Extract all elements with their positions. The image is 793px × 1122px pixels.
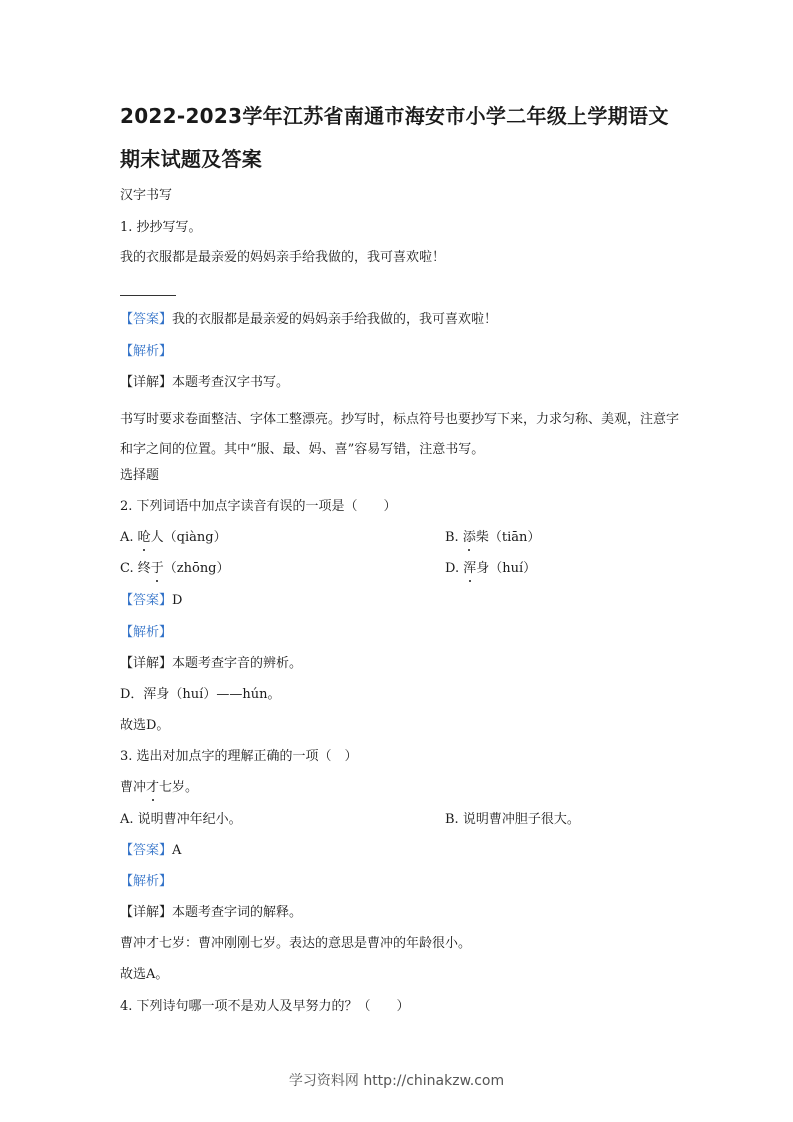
answer-tag: 【答案】 [120,843,173,858]
answer-blank-line [120,295,176,296]
option-a-rest: 人（qiàng） [150,530,227,545]
question-1-analysis-tag: 【解析】 [120,344,173,359]
dotted-char: 才 [146,780,160,795]
question-2-option-c [120,560,230,578]
section-heading-writing: 汉字书写 [120,188,173,203]
question-2-stem: 2. 下列词语中加点字读音有误的一项是（ ） [120,499,397,514]
question-3-stem: 3. 选出对加点字的理解正确的一项（ ） [120,749,358,764]
detail-text: 本题考查字音的辨析。 [172,656,303,671]
question-1-detail-body: 书写时要求卷面整洁、字体工整漂亮。抄写时，标点符号也要抄写下来，力求匀称、美观，注意字和字之间的位置。其中“服、最、妈、喜”容易写错，注意书写。 [120,412,680,457]
question-3-option-a: A. 说明曹冲年纪小。 [120,812,242,827]
page-footer: 学习资料网 http://chinakzw.com [288,1073,505,1089]
option-b-prefix: B. [445,530,463,545]
answer-tag: 【答案】 [120,312,173,327]
question-2-answer [120,592,182,610]
detail-text: 本题考查字词的解释。 [172,905,303,920]
question-2-conclusion: 故选D。 [120,718,170,733]
sentence-start: 曹冲 [120,780,147,795]
question-3-sentence [120,779,198,797]
question-2-explanation: D．浑身（huí）——hún。 [120,687,281,702]
question-2-option-d [445,560,536,578]
question-4-stem: 4. 下列诗句哪一项不是劝人及早努力的？（ ） [120,999,410,1014]
section-heading-choice: 选择题 [120,468,160,483]
question-3-explanation: 曹冲才七岁：曹冲刚刚七岁。表达的意思是曹冲的年龄很小。 [120,936,472,951]
detail-tag: 【详解】 [120,905,173,920]
option-d-rest: 身（huí） [476,561,537,576]
option-a-prefix: A. [120,530,138,545]
detail-tag: 【详解】 [120,375,173,390]
answer-text: 我的衣服都是最亲爱的妈妈亲手给我做的，我可喜欢啦！ [172,312,498,327]
question-2-analysis-tag: 【解析】 [120,625,173,640]
question-2-option-b [445,529,540,547]
question-1-answer [120,311,497,329]
sentence-end: 七岁。 [159,780,199,795]
dotted-char: 浑 [463,561,477,576]
question-3-answer [120,842,181,860]
question-1-sentence: 我的衣服都是最亲爱的妈妈亲手给我做的，我可喜欢啦！ [120,250,446,265]
question-2-option-a [120,529,227,547]
option-b-rest: 柴（tiān） [475,530,541,545]
answer-text: D [172,593,183,608]
question-1-stem: 1. 抄抄写写。 [120,220,202,235]
detail-text: 本题考查汉字书写。 [172,375,290,390]
question-3-conclusion: 故选A。 [120,967,169,982]
question-3-detail [120,904,302,922]
dotted-char: 于 [150,561,164,576]
option-c-prefix: C. 终 [120,561,151,576]
option-d-prefix: D. [445,561,464,576]
detail-tag: 【详解】 [120,656,173,671]
document-title-line-1: 2022-2023学年江苏省南通市海安市小学二年级上学期语文 [120,104,669,128]
question-2-detail [120,655,302,673]
question-1-detail [120,374,289,392]
answer-tag: 【答案】 [120,593,173,608]
dotted-char: 添 [462,530,476,545]
question-3-analysis-tag: 【解析】 [120,874,173,889]
question-3-option-b: B. 说明曹冲胆子很大。 [445,812,580,827]
option-c-rest: （zhōng） [163,561,230,576]
dotted-char: 呛 [137,530,151,545]
answer-text: A [172,843,182,858]
document-title-line-2: 期末试题及答案 [120,147,263,171]
